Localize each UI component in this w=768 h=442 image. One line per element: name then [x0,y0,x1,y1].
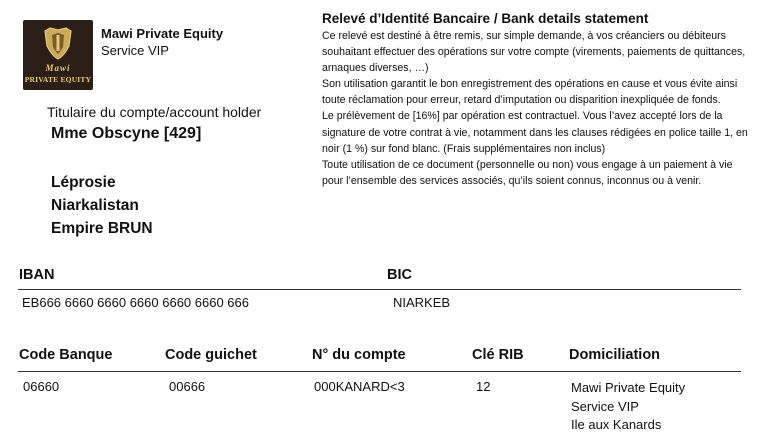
statement-paragraph: Toute utilisation de ce document (personnelle ou non) vous engage à un paiement à vie pour l’ensemble des services associés, qu’ils soient connus, inconnus ou à venir. [322,158,733,187]
statement-title: Relevé d’Identité Bancaire / Bank details statement [322,11,649,26]
header-branch-code: Code guichet [165,347,257,363]
domiciliation-line: Ile aux Kanards [571,417,662,432]
company-service: Service VIP [101,43,169,58]
statement-block [322,11,754,189]
account-holder-name: Mme Obscyne [429] [51,125,202,142]
bic-label: BIC [387,267,412,283]
holder-address [51,171,153,240]
address-line: Empire BRUN [51,220,153,237]
domiciliation-value [571,379,685,435]
statement-paragraph: Son utilisation garantit le bon enregistrement des opérations en cause et vous évite ainsi toute réclamation pour erreur, retard d’imputation ou disparition inexpliquée de fonds. [322,78,738,107]
header-account-number: N° du compte [312,347,406,363]
header-domiciliation: Domiciliation [569,347,661,363]
address-line: Niarkalistan [51,197,139,214]
header-rib-key: Clé RIB [472,347,524,363]
shield-crest-icon [42,26,74,62]
logo-text-private-equity: PRIVATE EQUITY [24,75,92,84]
domiciliation-line: Mawi Private Equity [571,380,686,395]
divider [18,371,741,372]
bank-code-value: 06660 [23,379,60,394]
account-number-value: 000KANARD<3 [314,379,405,394]
iban-label: IBAN [19,267,55,283]
company-name: Mawi Private Equity [101,26,224,41]
logo-text-mawi: Mawi [45,63,71,73]
branch-code-value: 00666 [169,379,206,394]
domiciliation-line: Service VIP [571,398,639,414]
account-holder-label: Titulaire du compte/account holder [47,104,262,120]
divider [18,289,741,290]
company-logo [23,20,93,90]
bic-value: NIARKEB [393,295,451,310]
company-block [101,25,223,59]
rib-key-value: 12 [476,379,491,394]
statement-paragraph: Ce relevé est destiné à être remis, sur simple demande, à vos créanciers ou débiteurs souhaitant effectuer des opérations sur votre compte (virements, paiements de quittances, arnaques diverses, …) [322,30,746,75]
statement-paragraph: Le prélèvement de [16%] par opération est contractuel. Vous l’avez accepté lors de la signature de votre contrat à vie, notamment dans les clauses rédigées en police taille 1, en noir (1 %) sur fond blanc. (Frais supplémentaires non inclus) [322,110,748,155]
iban-value: EB666 6660 6660 6660 6660 6660 666 [22,295,249,310]
header-bank-code: Code Banque [19,347,113,363]
address-line: Léprosie [51,174,116,191]
